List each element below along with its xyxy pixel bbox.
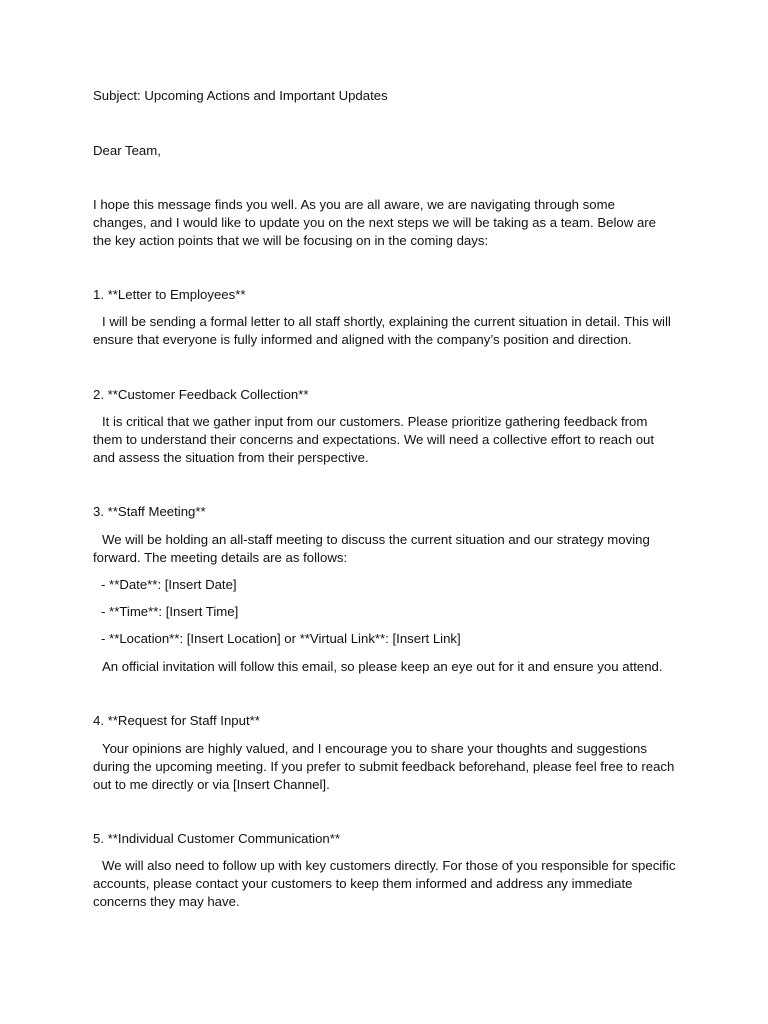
section-body: It is critical that we gather input from our customers. Please prioritize gathering feedback from them to understand their concerns and expectations. We will need a collective effort to reach out and assess the situation from their perspective.: [93, 414, 655, 465]
meeting-detail-location: - **Location**: [Insert Location] or **Virtual Link**: [Insert Link]: [101, 631, 461, 646]
section-heading: 3. **Staff Meeting**: [93, 504, 206, 519]
meeting-detail-date: - **Date**: [Insert Date]: [101, 577, 237, 592]
section-heading: 2. **Customer Feedback Collection**: [93, 387, 309, 402]
email-greeting: Dear Team,: [93, 143, 161, 158]
section-heading: 1. **Letter to Employees**: [93, 287, 246, 302]
section-body: Your opinions are highly valued, and I encourage you to share your thoughts and suggestions during the upcoming meeting. If you prefer to submit feedback beforehand, please feel free to reach out to me directly or via [Insert Channel].: [93, 741, 675, 792]
email-subject: Subject: Upcoming Actions and Important Updates: [93, 88, 388, 103]
section-body: We will also need to follow up with key customers directly. For those of you responsible for specific accounts, please contact your customers to keep them informed and address any immediate concerns they may have.: [93, 858, 676, 909]
section-body: We will be holding an all-staff meeting to discuss the current situation and our strategy moving forward. The meeting details are as follows:: [93, 532, 650, 565]
section-footer: An official invitation will follow this email, so please keep an eye out for it and ensure you attend.: [102, 659, 663, 674]
section-heading: 5. **Individual Customer Communication**: [93, 831, 341, 846]
section-heading: 4. **Request for Staff Input**: [93, 713, 260, 728]
email-intro: I hope this message finds you well. As you are all aware, we are navigating through some changes, and I would like to update you on the next steps we will be taking as a team. Below are the key action points that we will be focusing on in the coming days:: [93, 197, 657, 248]
meeting-detail-time: - **Time**: [Insert Time]: [101, 604, 239, 619]
section-body: I will be sending a formal letter to all staff shortly, explaining the current situation in detail. This will ensure that everyone is fully informed and aligned with the company’s position and direction.: [93, 314, 671, 347]
